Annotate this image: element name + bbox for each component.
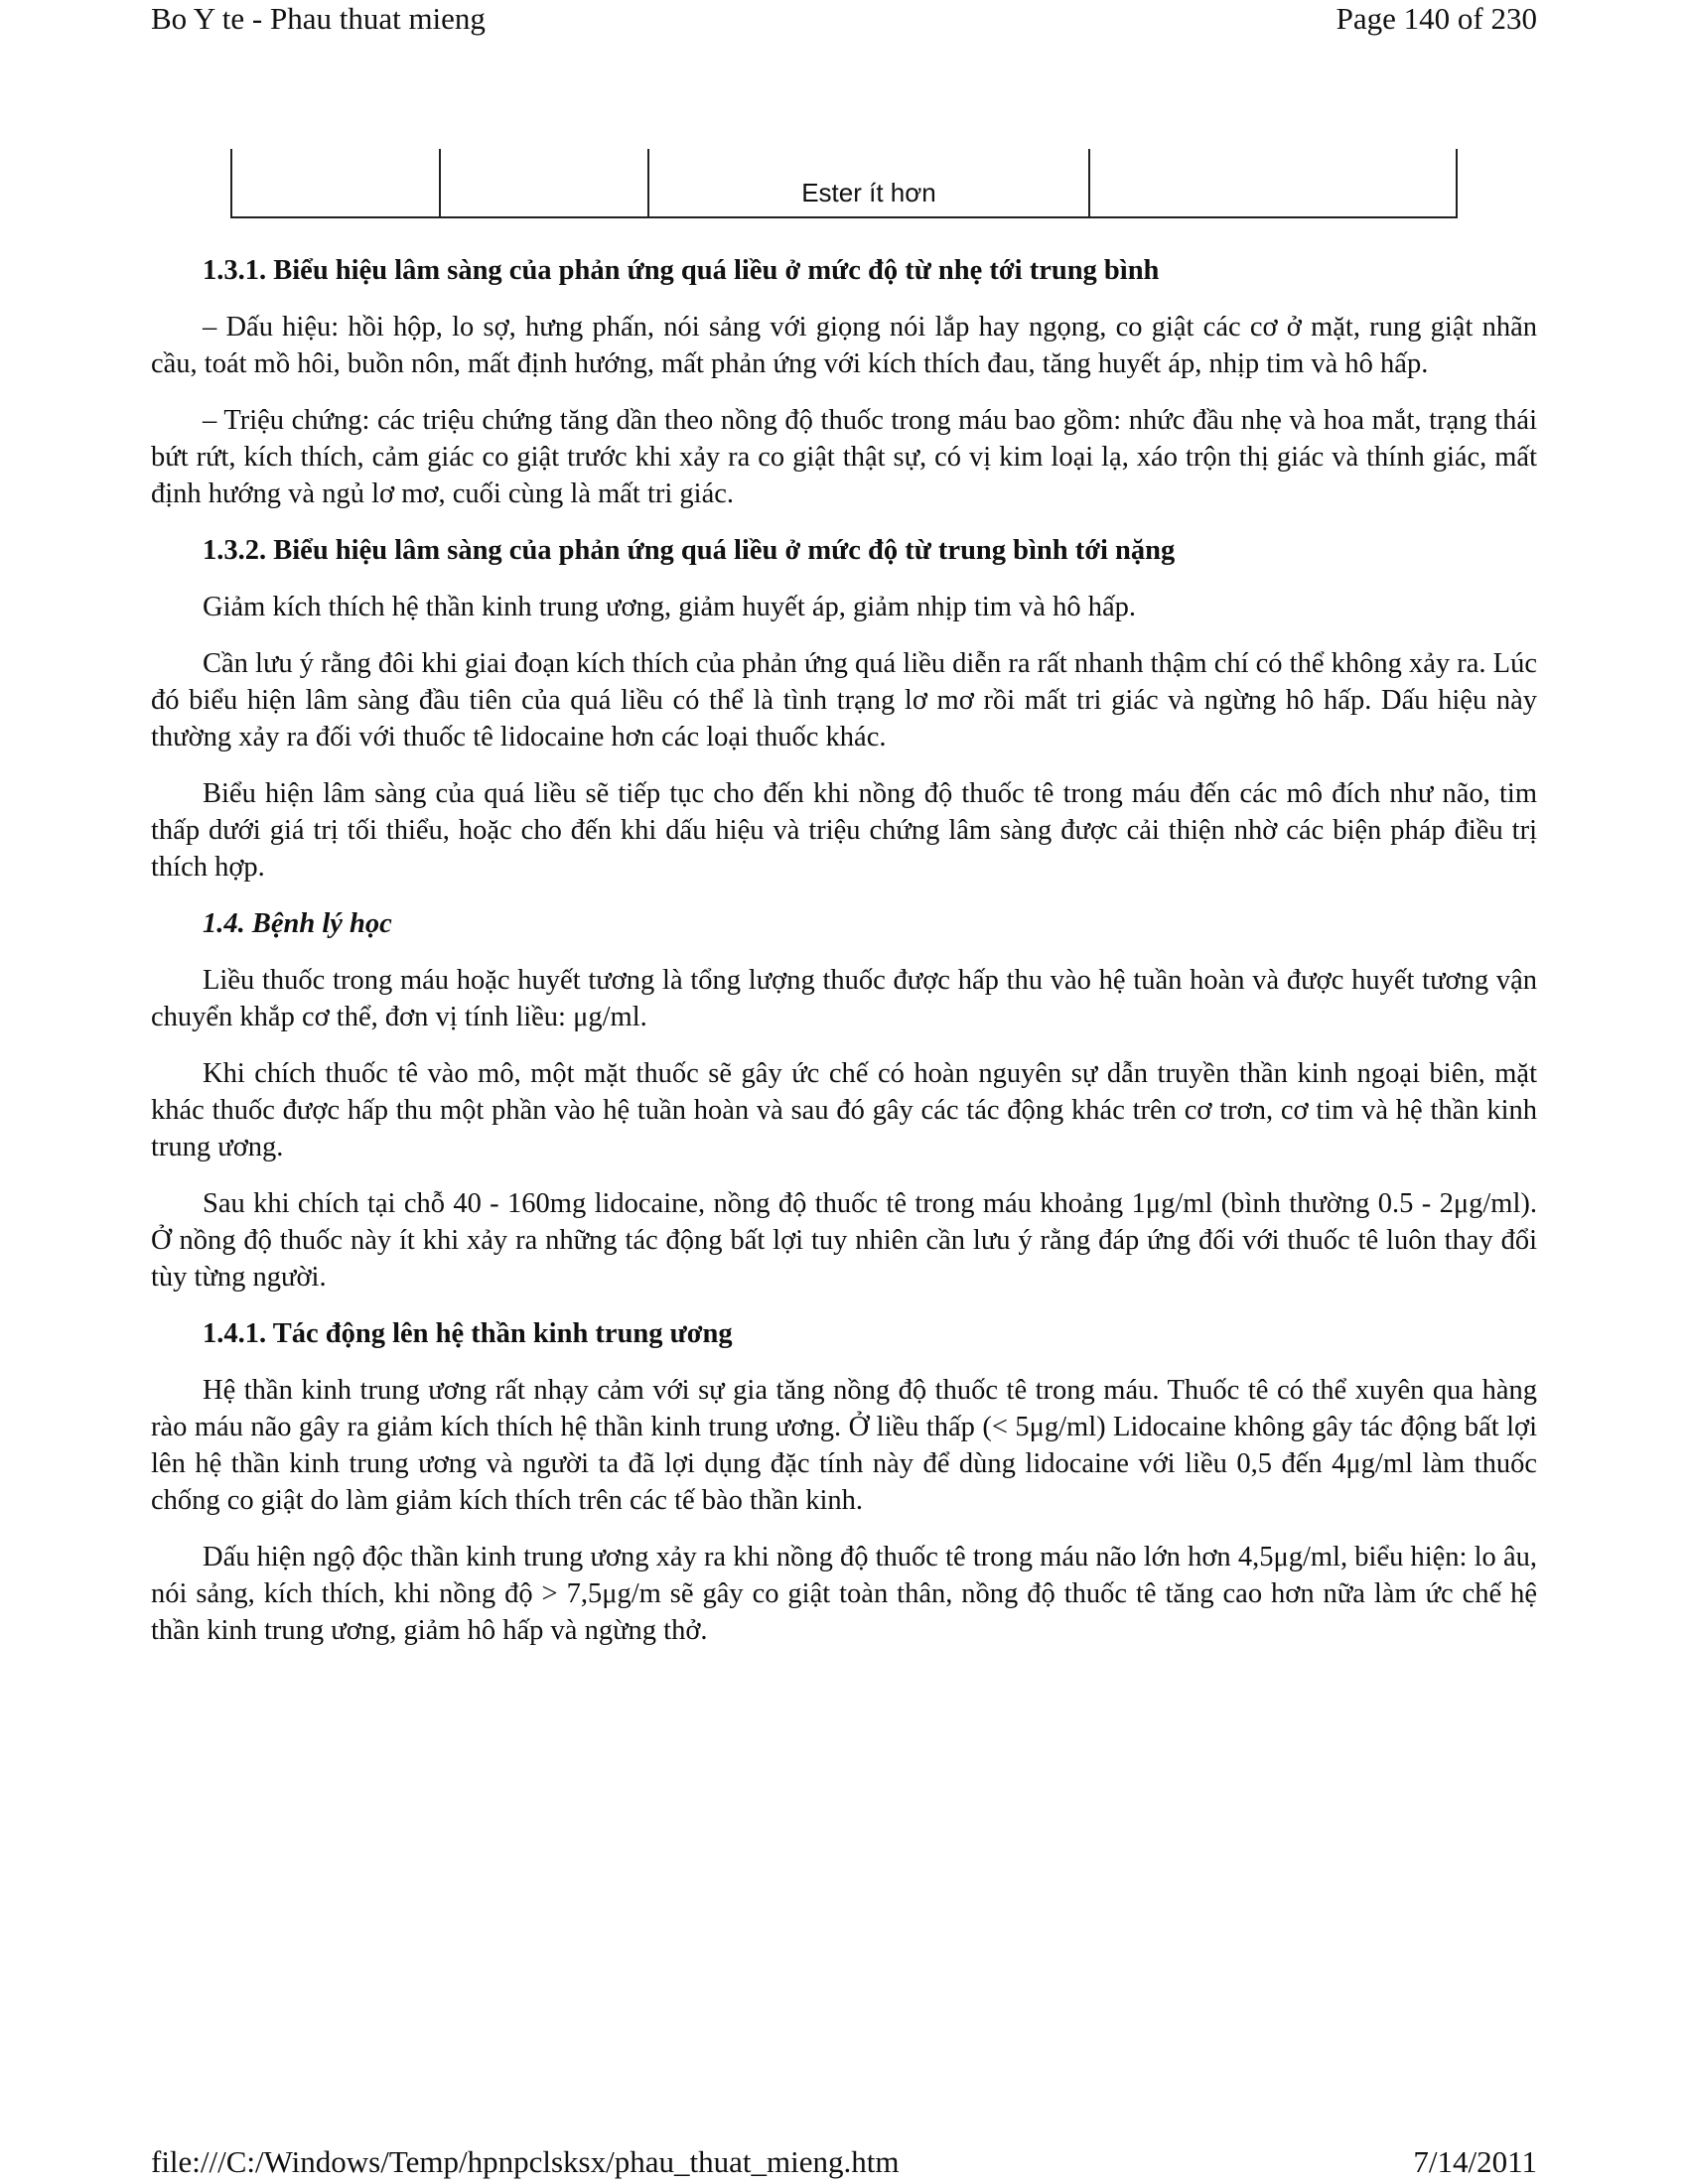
paragraph: Khi chích thuốc tê vào mô, một mặt thuốc sẽ gây ức chế có hoàn nguyên sự dẫn truyền thần kinh ngoại biên, mặt khác thuốc được hấp thu một phần vào hệ tuần hoàn và sau đó gây các tác động khác trên cơ trơn, cơ tim và hệ thần kinh trung ương. bbox=[151, 1058, 1537, 1162]
table-row bbox=[231, 149, 1457, 217]
paragraph: Sau khi chích tại chỗ 40 - 160mg lidocaine, nồng độ thuốc tê trong máu khoảng 1μg/ml (bình thường 0.5 - 2μg/ml). Ở nồng độ thuốc này ít khi xảy ra những tác động bất lợi tuy nhiên cần lưu ý rằng đáp ứng đối với thuốc tê luôn thay đổi tùy từng người. bbox=[151, 1188, 1537, 1293]
paragraph: Giảm kích thích hệ thần kinh trung ương, giảm huyết áp, giảm nhịp tim và hô hấp. bbox=[203, 592, 1136, 622]
paragraph: Hệ thần kinh trung ương rất nhạy cảm với sự gia tăng nồng độ thuốc tê trong máu. Thuốc tê có thể xuyên qua hàng rào máu não gây ra giảm kích thích hệ thần kinh trung ương. Ở liều thấp (< 5μg/ml) Lidocaine không gây tác động bất lợi lên hệ thần kinh trung ương và người ta đã lợi dụng đặc tính này để dùng lidocaine với liều 0,5 đến 4μg/ml làm thuốc chống co giật do làm giảm kích thích trên các tế bào thần kinh. bbox=[151, 1375, 1537, 1516]
table-cell bbox=[1089, 149, 1457, 217]
paragraph: – Dấu hiệu: hồi hộp, lo sợ, hưng phấn, nói sảng với giọng nói lắp hay ngọng, co giật các cơ ở mặt, rung giật nhãn cầu, toát mồ hôi, buồn nôn, mất định hướng, mất phản ứng với kích thích đau, tăng huyết áp, nhịp tim và hô hấp. bbox=[151, 312, 1537, 379]
table-cell bbox=[231, 149, 440, 217]
paragraph: Biểu hiện lâm sàng của quá liều sẽ tiếp tục cho đến khi nồng độ thuốc tê trong máu đến các mô đích như não, tim thấp dưới giá trị tối thiểu, hoặc cho đến khi dấu hiệu và triệu chứng lâm sàng được cải thiện nhờ các biện pháp điều trị thích hợp. bbox=[151, 778, 1537, 883]
paragraph: – Triệu chứng: các triệu chứng tăng dần theo nồng độ thuốc trong máu bao gồm: nhức đầu nhẹ và hoa mắt, trạng thái bứt rứt, kích thích, cảm giác co giật trước khi xảy ra co giật thật sự, có vị kim loại lạ, xáo trộn thị giác và thính giác, mất định hướng và ngủ lơ mơ, cuối cùng là mất tri giác. bbox=[151, 405, 1537, 509]
section-heading-1-3-1: 1.3.1. Biểu hiệu lâm sàng của phản ứng quá liều ở mức độ từ nhẹ tới trung bình bbox=[203, 255, 1160, 286]
section-heading-1-4: 1.4. Bệnh lý học bbox=[203, 908, 392, 939]
paragraph: Dấu hiện ngộ độc thần kinh trung ương xảy ra khi nồng độ thuốc tê trong máu não lớn hơn 4,5μg/ml, biểu hiện: lo âu, nói sảng, kích thích, khi nồng độ > 7,5μg/m sẽ gây co giật toàn thân, nồng độ thuốc tê tăng cao hơn nữa làm ức chế hệ thần kinh trung ương, giảm hô hấp và ngừng thở. bbox=[151, 1542, 1537, 1646]
table-cell: Ester ít hơn bbox=[648, 149, 1089, 217]
page-number: Page 140 of 230 bbox=[1336, 1, 1537, 36]
paragraph: Cần lưu ý rằng đôi khi giai đoạn kích thích của phản ứng quá liều diễn ra rất nhanh thậm chí có thể không xảy ra. Lúc đó biểu hiện lâm sàng đầu tiên của quá liều có thể là tình trạng lơ mơ rồi mất tri giác và ngừng hô hấp. Dấu hiệu này thường xảy ra đối với thuốc tê lidocaine hơn các loại thuốc khác. bbox=[151, 648, 1537, 752]
section-heading-1-3-2: 1.3.2. Biểu hiệu lâm sàng của phản ứng quá liều ở mức độ từ trung bình tới nặng bbox=[203, 535, 1176, 566]
file-path: file:///C:/Windows/Temp/hpnpclsksx/phau_thuat_mieng.htm bbox=[151, 2144, 900, 2179]
paragraph: Liều thuốc trong máu hoặc huyết tương là tổng lượng thuốc được hấp thu vào hệ tuần hoàn và được huyết tương vận chuyển khắp cơ thể, đơn vị tính liều: μg/ml. bbox=[151, 965, 1537, 1032]
section-heading-1-4-1: 1.4.1. Tác động lên hệ thần kinh trung ương bbox=[203, 1318, 733, 1349]
table-cell bbox=[440, 149, 648, 217]
print-date: 7/14/2011 bbox=[1413, 2144, 1537, 2179]
table-fragment bbox=[230, 149, 1458, 218]
document-body bbox=[151, 252, 1537, 1669]
document-title: Bo Y te - Phau thuat mieng bbox=[151, 1, 486, 36]
